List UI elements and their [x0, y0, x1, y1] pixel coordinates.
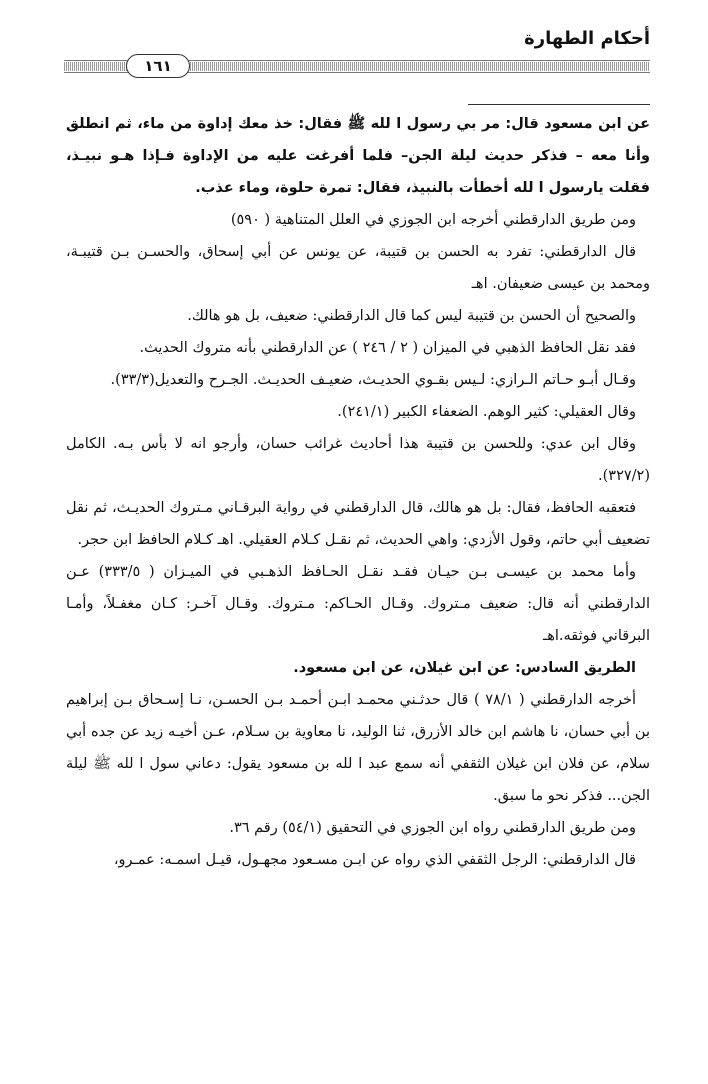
page-header: [64, 22, 650, 82]
body-paragraph: وقـال أبـو حـاتم الـرازي: لـيس بقـوي الحديـث، ضعيـف الحديـث. الجـرح والتعديل(٣٣/٣).: [110, 372, 636, 388]
body-paragraph: فقد نقل الحافظ الذهبي في الميزان ( ٢ / ٢٤٦ ) عن الدارقطني بأنه متروك الحديث.: [139, 340, 636, 356]
body-paragraph: وقال ابن عدي: وللحسن بن قتيبة هذا أحاديث غرائب حسان، وأرجو انه لا بأس بـه. الكامل (٣٢٧/٢).: [66, 436, 650, 484]
page-body: [66, 108, 650, 876]
body-paragraph: قال الدارقطني: الرجل الثقفي الذي رواه عن ابـن مسـعود مجهـول، قيـل اسمـه: عمـرو،: [113, 852, 636, 868]
hadith-paragraph: عن ابن مسعود قال: مر بي رسول ا لله ﷺ فقال: خذ معك إداوة من ماء، ثم انطلق وأنا معه – فذكر حديث ليلة الجن– فلما أفرغت عليه من الإداوة فـإذا هـو نبيـذ، فقلت يارسول ا لله أخطأت بالنبيذ، فقال: تمرة حلوة، وماء عذب.: [66, 116, 650, 196]
body-paragraph: وقال العقيلي: كثير الوهم. الضعفاء الكبير (٢٤١/١).: [337, 404, 636, 420]
body-paragraph: والصحيح أن الحسن بن قتيبة ليس كما قال الدارقطني: ضعيف، بل هو هالك.: [187, 308, 636, 324]
section-rule: [468, 104, 650, 105]
book-title: أحكام الطهارة: [524, 28, 650, 49]
body-paragraph: فتعقبه الحافظ، فقال: بل هو هالك، قال الدارقطني في رواية البرقـاني مـتروك الحديـث، ثم نقل تضعيف أبي حاتم، وقول الأزدي: واهي الحديث، ثم نقـل كـلام العقيلي. اهـ كـلام الحافظ ابن حجر.: [66, 500, 650, 548]
page-number-badge: ١٦١: [126, 54, 190, 78]
body-paragraph: أخرجه الدارقطني ( ٧٨/١ ) قال حدثـني محمـد ابـن أحمـد بـن الحسـن، نـا إسـحاق بـن إبراهيم بن أبي حسان، نا هاشم ابن خالد الأزرق، ثنا الوليد، نا معاوية بن سـلام، عـن أخيـه زيد عن جده أبي سلام، عن فلان ابن غيلان الثقفي أنه سمع عبد ا لله بن مسعود يقول: دعاني سول ا لله ﷺ ليلة الجن... فذكر نحو ما سبق.: [66, 692, 650, 804]
body-paragraph: وأما محمد بن عيسـى بـن حيـان فقـد نقـل الحـافظ الذهـبي في الميـزان ( ٣٣٣/٥) عـن الدارقطني أنه قال: ضعيف مـتروك. وقـال الحـاكم: مـتروك. وقـال آخـر: كـان مغفـلاً، وأمـا البرقاني فوثقه.اهـ: [66, 564, 650, 644]
body-paragraph: ومن طريق الدارقطني رواه ابن الجوزي في التحقيق (٥٤/١) رقم ٣٦.: [229, 820, 636, 836]
body-paragraph: ومن طريق الدارقطني أخرجه ابن الجوزي في العلل المتناهية ( ٥٩٠): [230, 212, 636, 228]
section-heading: الطريق السادس: عن ابن غيلان، عن ابن مسعود.: [293, 660, 636, 676]
body-paragraph: قال الدارقطني: تفرد به الحسن بن قتيبة، عن يونس عن أبي إسحاق، والحسـن بـن قتيبـة، ومحمد بن عيسى ضعيفان. اهـ: [66, 244, 650, 292]
